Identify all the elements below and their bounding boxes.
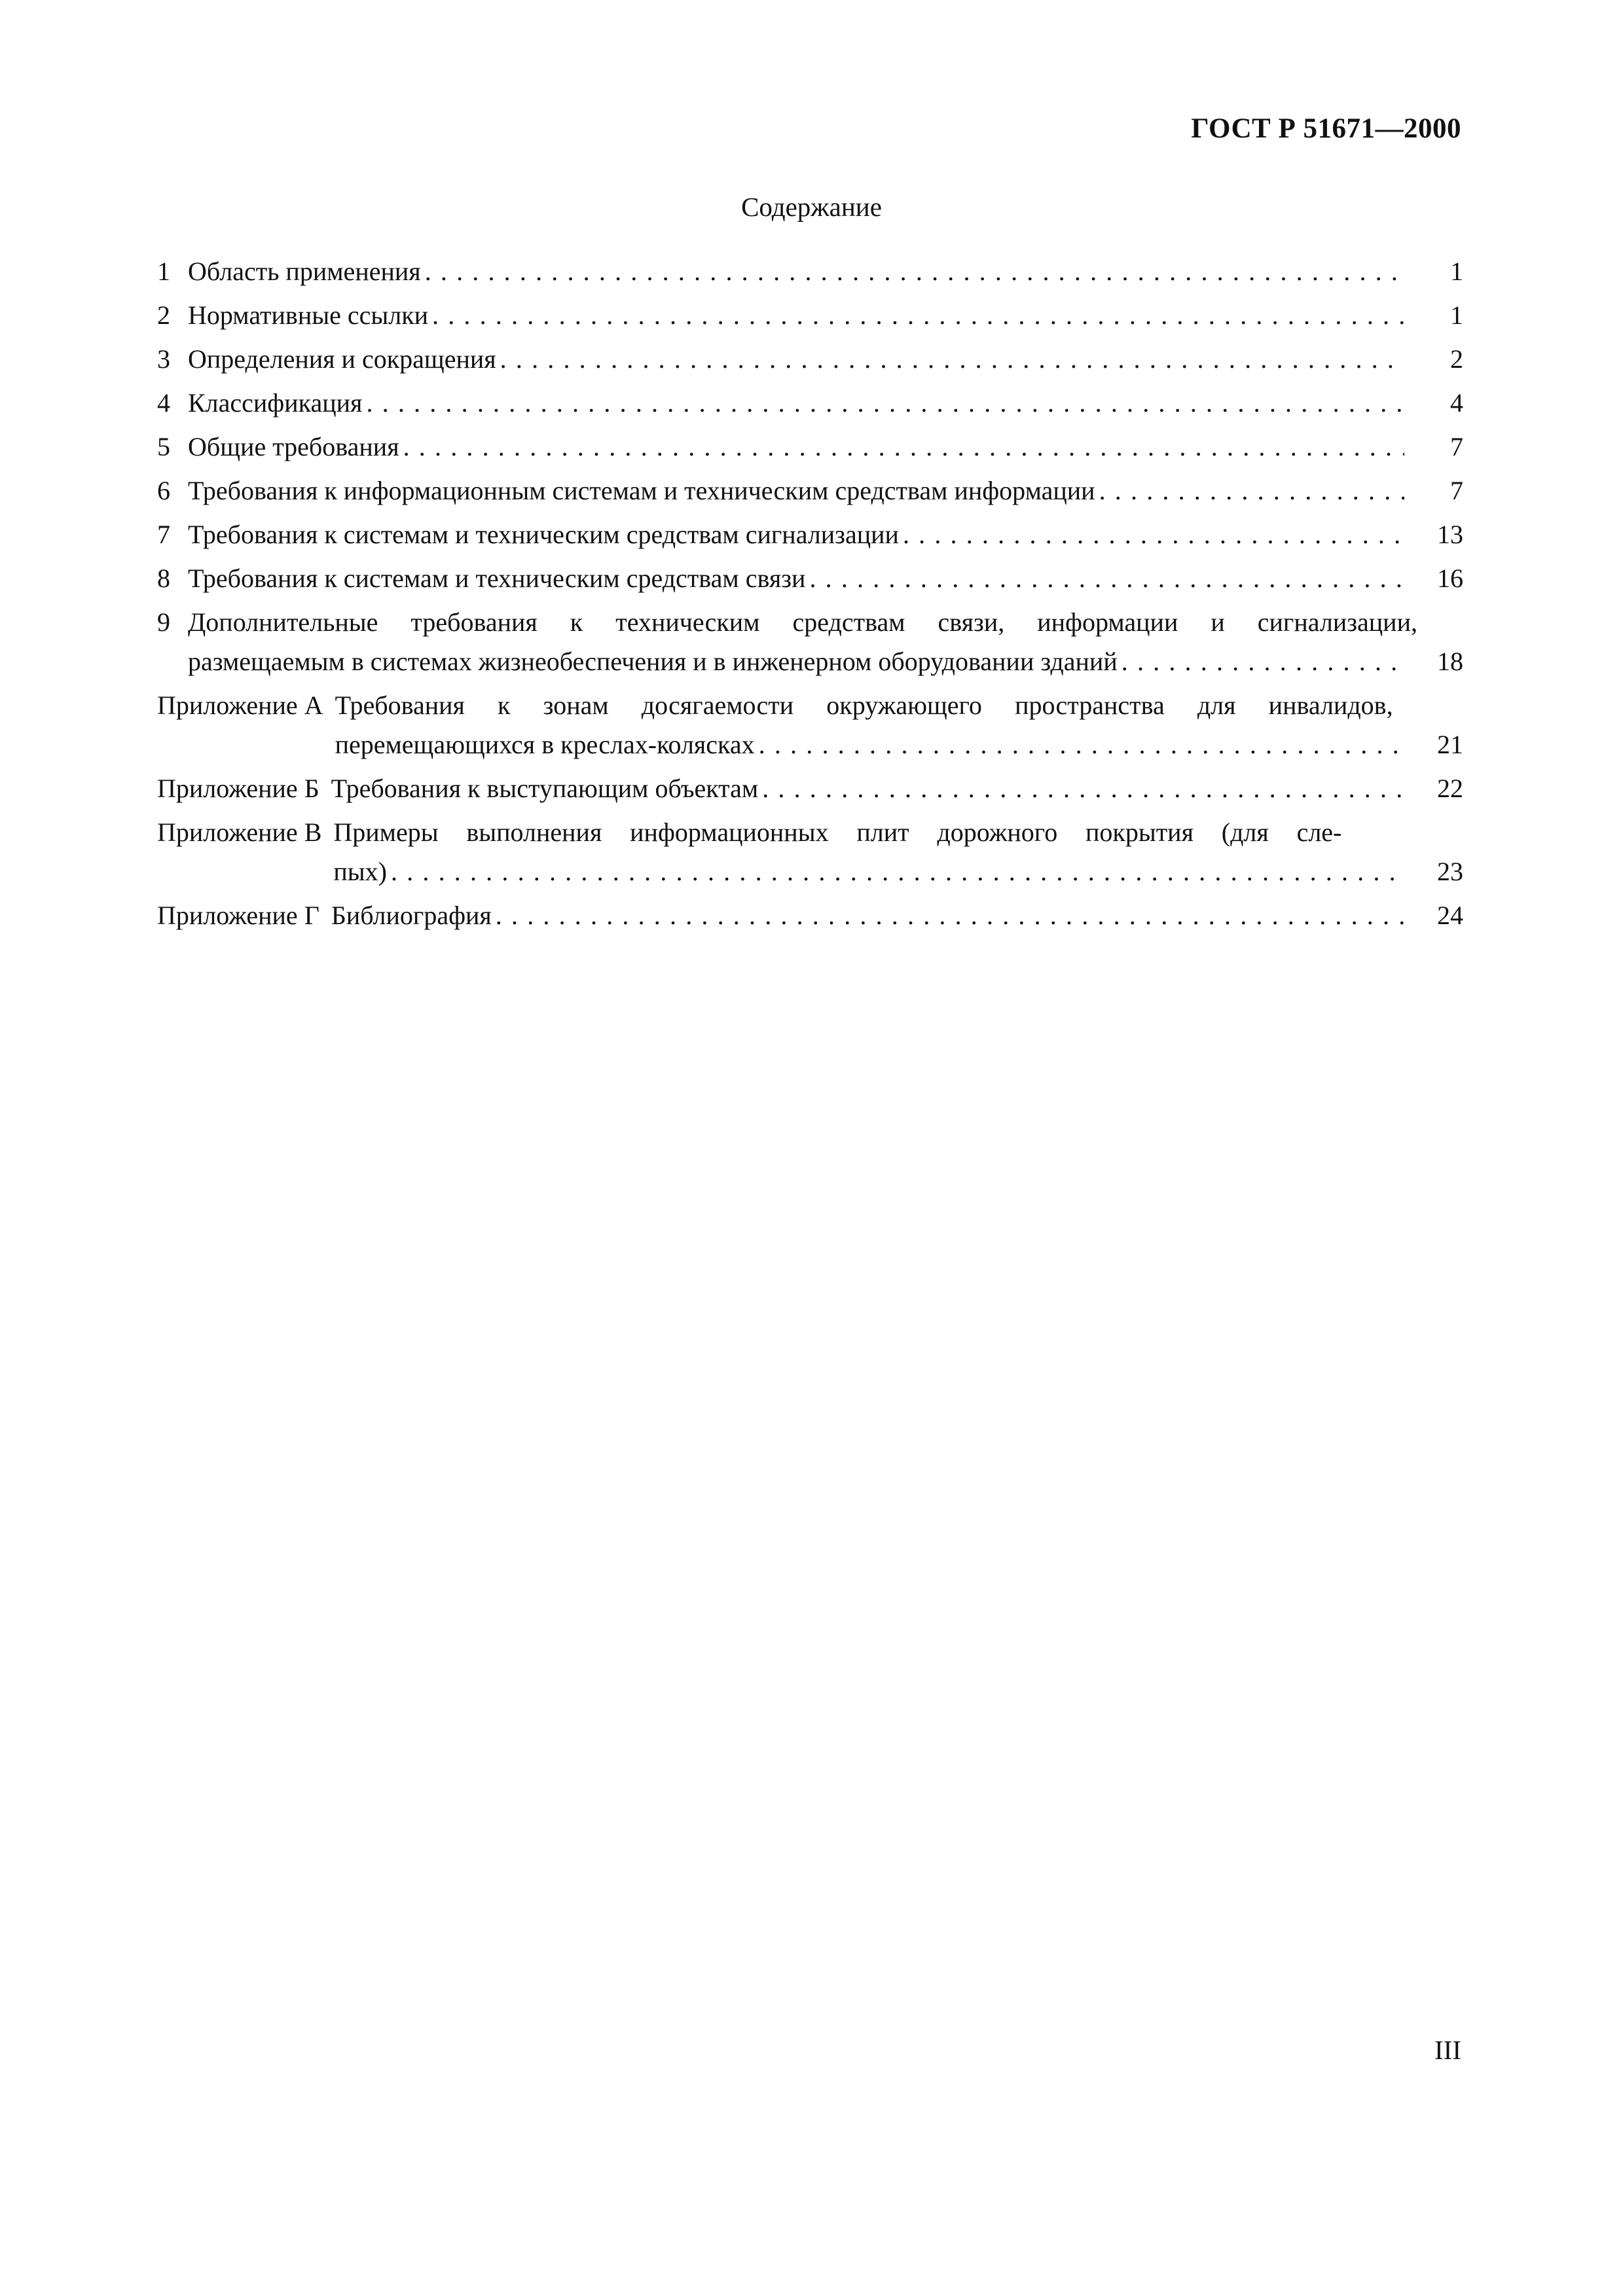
dot-leader (1122, 642, 1404, 681)
toc-entry-page: 7 (1450, 432, 1463, 461)
toc-entry[interactable] (157, 471, 1463, 511)
appendix-page: 22 (1437, 774, 1463, 803)
toc-entry-page: 16 (1437, 564, 1463, 593)
toc-entry-title: Требования к информационным системам и техническим средствам информации (188, 476, 1095, 505)
toc-entry-title-line: Дополнительные требования к техническим средствам связи, информации и сигнализации, (188, 607, 1417, 637)
toc-entry[interactable] (157, 384, 1463, 423)
toc-entry-title: Классификация (188, 388, 363, 418)
dot-leader (762, 769, 1404, 808)
appendix-title-line: Примеры выполнения информационных плит дорожного покрытия (для сле- (333, 817, 1342, 847)
toc-entry-title: Нормативные ссылки (188, 300, 429, 330)
dot-leader (403, 427, 1404, 467)
toc-entry-number: 2 (157, 300, 170, 330)
page-number: III (1434, 2035, 1461, 2065)
toc-entry-number: 4 (157, 388, 170, 418)
toc-entry[interactable] (157, 296, 1463, 335)
table-of-contents (157, 252, 1463, 940)
dot-leader (496, 896, 1404, 935)
appendix-title-line: пых) (333, 857, 387, 886)
appendix-label: Приложение А (157, 691, 323, 720)
dot-leader (903, 515, 1404, 554)
appendix-label: Приложение Г (157, 901, 319, 930)
toc-entry-number: 1 (157, 257, 170, 286)
toc-entry-number: 8 (157, 564, 170, 593)
appendix-page: 23 (1437, 857, 1463, 886)
toc-entry[interactable] (157, 515, 1463, 554)
toc-entry-page: 1 (1450, 257, 1463, 286)
toc-appendix[interactable] (157, 769, 1463, 808)
toc-entry-title: Область применения (188, 257, 421, 286)
appendix-page: 21 (1437, 730, 1463, 759)
toc-entry-number: 3 (157, 344, 170, 374)
toc-entry-title: Требования к системам и техническим средствам сигнализации (188, 520, 899, 549)
toc-entry[interactable] (157, 340, 1463, 379)
toc-entry-number: 6 (157, 476, 170, 505)
appendix-title: Требования к выступающим объектам (331, 774, 759, 803)
appendix-label: Приложение Б (157, 774, 319, 803)
toc-entry-page: 2 (1450, 344, 1463, 374)
dot-leader (500, 340, 1404, 379)
toc-entry-title: Общие требования (188, 432, 399, 461)
toc-entry-title-line: размещаемым в системах жизнеобеспечения и в инженерном оборудовании зданий (188, 647, 1118, 676)
appendix-title-line: перемещающихся в креслах-колясках (335, 730, 755, 759)
dot-leader (425, 252, 1404, 291)
toc-entry[interactable] (157, 603, 1463, 681)
toc-entry-title: Требования к системам и техническим средствам связи (188, 564, 806, 593)
toc-entry[interactable] (157, 252, 1463, 291)
appendix-label: Приложение В (157, 817, 322, 847)
toc-entry-page: 4 (1450, 388, 1463, 418)
toc-entry[interactable] (157, 559, 1463, 598)
dot-leader (391, 852, 1404, 891)
toc-entry-number: 5 (157, 432, 170, 461)
appendix-page: 24 (1437, 901, 1463, 930)
dot-leader (759, 725, 1404, 764)
dot-leader (366, 384, 1404, 423)
toc-entry-page: 7 (1450, 476, 1463, 505)
appendix-title-line: Требования к зонам досягаемости окружающего пространства для инвалидов, (335, 691, 1393, 720)
toc-entry[interactable] (157, 427, 1463, 467)
standard-code: ГОСТ Р 51671—2000 (1191, 113, 1461, 144)
toc-entry-number: 9 (157, 607, 170, 637)
toc-appendix[interactable] (157, 896, 1463, 935)
toc-entry-page: 13 (1437, 520, 1463, 549)
appendix-title: Библиография (331, 901, 492, 930)
toc-entry-number: 7 (157, 520, 170, 549)
toc-entry-page: 18 (1437, 647, 1463, 676)
dot-leader (1099, 471, 1404, 511)
toc-entry-page: 1 (1450, 300, 1463, 330)
dot-leader (809, 559, 1404, 598)
dot-leader (432, 296, 1404, 335)
toc-appendix[interactable] (157, 813, 1463, 891)
toc-entry-title: Определения и сокращения (188, 344, 496, 374)
toc-appendix[interactable] (157, 686, 1463, 764)
toc-title: Содержание (741, 192, 882, 222)
